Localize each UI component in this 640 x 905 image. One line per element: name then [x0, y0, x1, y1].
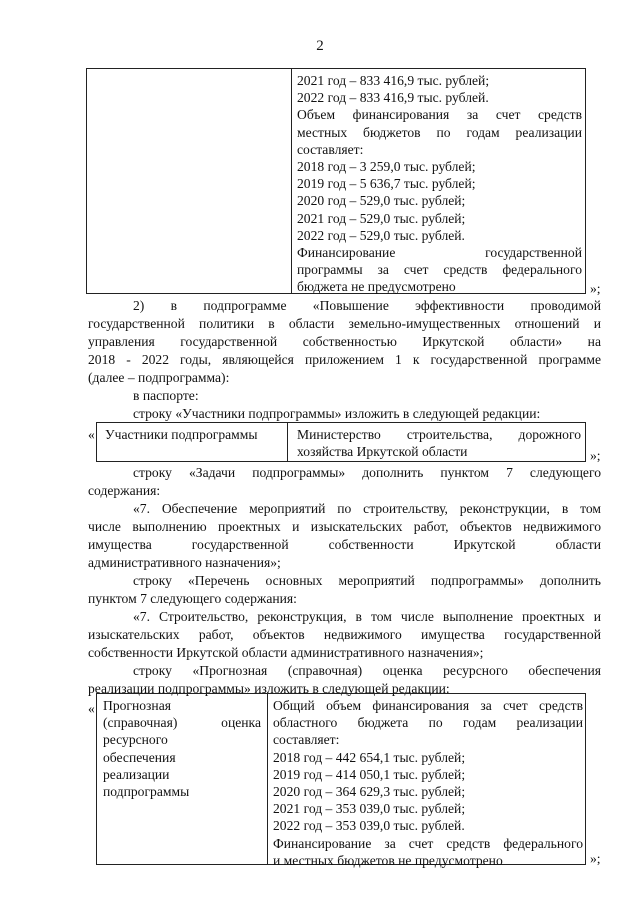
closing-quote-mark: »;	[590, 851, 601, 866]
forecast-value-line: 2020 год – 364 629,3 тыс. рублей;	[273, 784, 466, 800]
column-divider	[291, 69, 292, 293]
forecast-value-line: 2018 год – 442 654,1 тыс. рублей;	[273, 749, 466, 765]
funding-table-continuation	[86, 68, 586, 294]
forecast-intro-line: строку «Прогнозная (справочная) оценка ресурсного обеспечения	[133, 663, 601, 678]
in-passport-label: в паспорте:	[133, 388, 199, 403]
funding-line: бюджета не предусмотрено	[297, 279, 456, 295]
forecast-label-line: обеспечения	[103, 749, 176, 765]
item7-tasks-line: числе выполнению проектных и изыскательских работ, объектов недвижимого	[88, 519, 601, 534]
funding-line: местных бюджетов по годам реализации	[297, 124, 582, 140]
measures-intro-line: пунктом 7 следующего содержания:	[88, 591, 297, 606]
item7-tasks-line: «7. Обеспечение мероприятий по строительству, реконструкции, в том	[133, 501, 601, 516]
funding-line: 2022 год – 529,0 тыс. рублей.	[297, 227, 465, 243]
funding-line: 2021 год – 833 416,9 тыс. рублей;	[297, 73, 490, 88]
forecast-value-line: 2021 год – 353 039,0 тыс. рублей;	[273, 801, 466, 817]
funding-line: программы за счет средств федерального	[297, 262, 582, 278]
paragraph-line: управления государственной собственностью Иркутской области» на	[88, 334, 601, 349]
participants-label-cell	[105, 426, 285, 443]
forecast-table	[96, 693, 586, 868]
forecast-value-line: 2019 год – 414 050,1 тыс. рублей;	[273, 766, 466, 782]
participants-value-line: хозяйства Иркутской области	[297, 444, 468, 460]
funding-line: 2018 год – 3 259,0 тыс. рублей;	[297, 159, 476, 175]
funding-line: Объем финансирования за счет средств	[297, 107, 582, 123]
measures-intro-line: строку «Перечень основных мероприятий подпрограммы» дополнить	[133, 573, 601, 588]
participants-value-line: Министерство строительства, дорожного	[297, 427, 581, 442]
funding-cell-right	[297, 72, 582, 296]
item7-tasks-line: административного назначения»;	[88, 555, 281, 570]
participants-value-cell	[297, 426, 581, 460]
forecast-label-line: (справочная) оценка	[103, 715, 261, 731]
forecast-value-line: и местных бюджетов не предусмотрено	[273, 852, 503, 868]
item7-measures-line: собственности Иркутской области административного назначения»;	[88, 645, 484, 660]
paragraph-line: 2) в подпрограмме «Повышение эффективности проводимой	[133, 298, 601, 313]
page-number: 2	[316, 38, 324, 54]
funding-line: 2021 год – 529,0 тыс. рублей;	[297, 210, 466, 226]
forecast-label-line: Прогнозная	[103, 698, 171, 713]
tasks-intro-line: содержания:	[88, 483, 161, 498]
column-divider	[287, 423, 288, 461]
opening-quote-mark: «	[88, 427, 95, 442]
paragraph-line: государственной политики в области земельно-имущественных отношений и	[88, 316, 601, 331]
closing-quote-mark: »;	[590, 448, 601, 463]
forecast-label-cell	[103, 697, 261, 800]
funding-line: 2020 год – 529,0 тыс. рублей;	[297, 193, 466, 209]
forecast-value-line: 2022 год – 353 039,0 тыс. рублей.	[273, 818, 465, 834]
forecast-value-line: Финансирование за счет средств федерального	[273, 835, 583, 851]
item7-measures-line: «7. Строительство, реконструкция, в том числе выполнение проектных и	[133, 609, 601, 624]
forecast-value-line: областного бюджета по годам реализации	[273, 715, 583, 731]
participants-table	[96, 422, 586, 462]
forecast-value-cell	[273, 697, 583, 869]
funding-line: 2019 год – 5 636,7 тыс. рублей;	[297, 176, 476, 192]
forecast-label-line: подпрограммы	[103, 784, 190, 800]
item7-measures-line: изыскательских работ, объектов недвижимого имущества государственной	[88, 627, 601, 642]
forecast-value-line: Общий объем финансирования за счет средств	[273, 698, 583, 713]
paragraph-line: (далее – подпрограмма):	[88, 370, 230, 385]
tasks-intro-line: строку «Задачи подпрограммы» дополнить пунктом 7 следующего	[133, 465, 601, 480]
funding-line: Финансирование государственной	[297, 245, 582, 261]
item7-tasks-line: имущества государственной собственности Иркутской области	[88, 537, 601, 552]
paragraph-line: 2018 - 2022 годы, являющейся приложением 1 к государственной программе	[88, 352, 601, 367]
opening-quote-mark: «	[88, 701, 95, 716]
forecast-label-line: реализации	[103, 766, 170, 782]
closing-quote-mark: »;	[590, 281, 601, 296]
forecast-value-line: составляет:	[273, 732, 340, 748]
participants-label: Участники подпрограммы	[105, 427, 258, 442]
forecast-label-line: ресурсного	[103, 732, 168, 748]
funding-line: 2022 год – 833 416,9 тыс. рублей.	[297, 90, 489, 106]
participants-intro: строку «Участники подпрограммы» изложить в следующей редакции:	[133, 406, 541, 421]
column-divider	[267, 694, 268, 864]
forecast-intro-line: реализации подпрограммы» изложить в следующей редакции:	[88, 681, 450, 696]
funding-line: составляет:	[297, 141, 364, 157]
